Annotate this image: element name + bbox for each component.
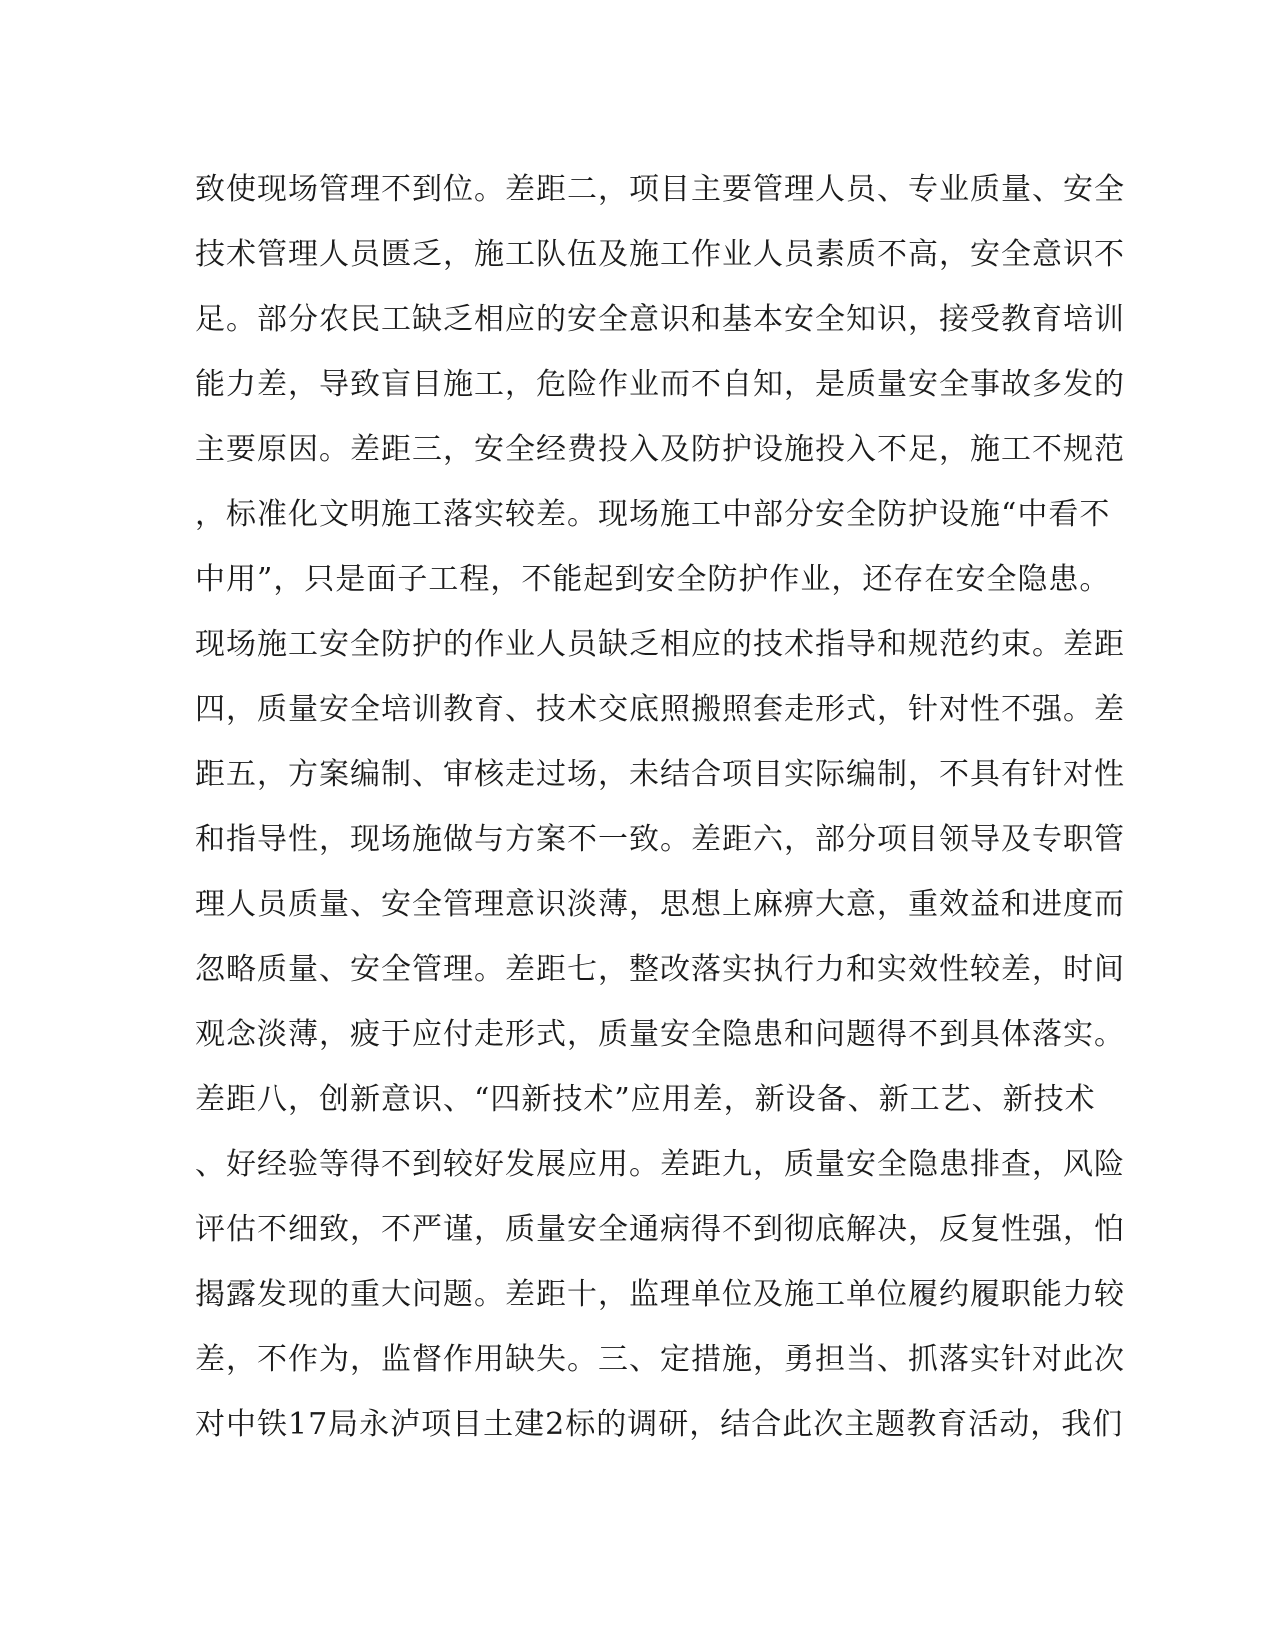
text-line: 忽略质量、安全管理。差距七，整改落实执行力和实效性较差，时间 <box>195 952 1125 987</box>
text-line: 评估不细致，不严谨，质量安全通病得不到彻底解决，反复性强，怕 <box>195 1212 1125 1247</box>
body-text <box>195 157 1125 1457</box>
text-line: 对中铁17局永泸项目土建2标的调研，结合此次主题教育活动，我们 <box>195 1407 1124 1442</box>
text-line: 技术管理人员匮乏，施工队伍及施工作业人员素质不高，安全意识不 <box>195 237 1125 272</box>
text-line: 和指导性，现场施做与方案不一致。差距六，部分项目领导及专职管 <box>195 822 1125 857</box>
text-line: ，标准化文明施工落实较差。现场施工中部分安全防护设施“中看不 <box>195 497 1111 532</box>
text-line: 四，质量安全培训教育、技术交底照搬照套走形式，针对性不强。差 <box>195 692 1125 727</box>
text-line: 理人员质量、安全管理意识淡薄，思想上麻痹大意，重效益和进度而 <box>195 887 1125 922</box>
text-line: 差距八，创新意识、“四新技术”应用差，新设备、新工艺、新技术 <box>195 1082 1096 1117</box>
text-line: 主要原因。差距三，安全经费投入及防护设施投入不足，施工不规范 <box>195 432 1125 467</box>
text-line: 、好经验等得不到较好发展应用。差距九，质量安全隐患排查，风险 <box>195 1147 1125 1182</box>
text-line: 差，不作为，监督作用缺失。三、定措施，勇担当、抓落实针对此次 <box>195 1342 1125 1377</box>
text-line: 观念淡薄，疲于应付走形式，质量安全隐患和问题得不到具体落实。 <box>195 1017 1125 1052</box>
text-line: 中用”，只是面子工程，不能起到安全防护作业，还存在安全隐患。 <box>195 562 1111 597</box>
text-line: 致使现场管理不到位。差距二，项目主要管理人员、专业质量、安全 <box>195 172 1125 207</box>
text-line: 揭露发现的重大问题。差距十，监理单位及施工单位履约履职能力较 <box>195 1277 1125 1312</box>
text-line: 距五，方案编制、审核走过场，未结合项目实际编制，不具有针对性 <box>195 757 1125 792</box>
text-line: 现场施工安全防护的作业人员缺乏相应的技术指导和规范约束。差距 <box>195 627 1125 662</box>
text-line: 能力差，导致盲目施工，危险作业而不自知，是质量安全事故多发的 <box>195 367 1125 402</box>
text-line: 足。部分农民工缺乏相应的安全意识和基本安全知识，接受教育培训 <box>195 302 1125 337</box>
